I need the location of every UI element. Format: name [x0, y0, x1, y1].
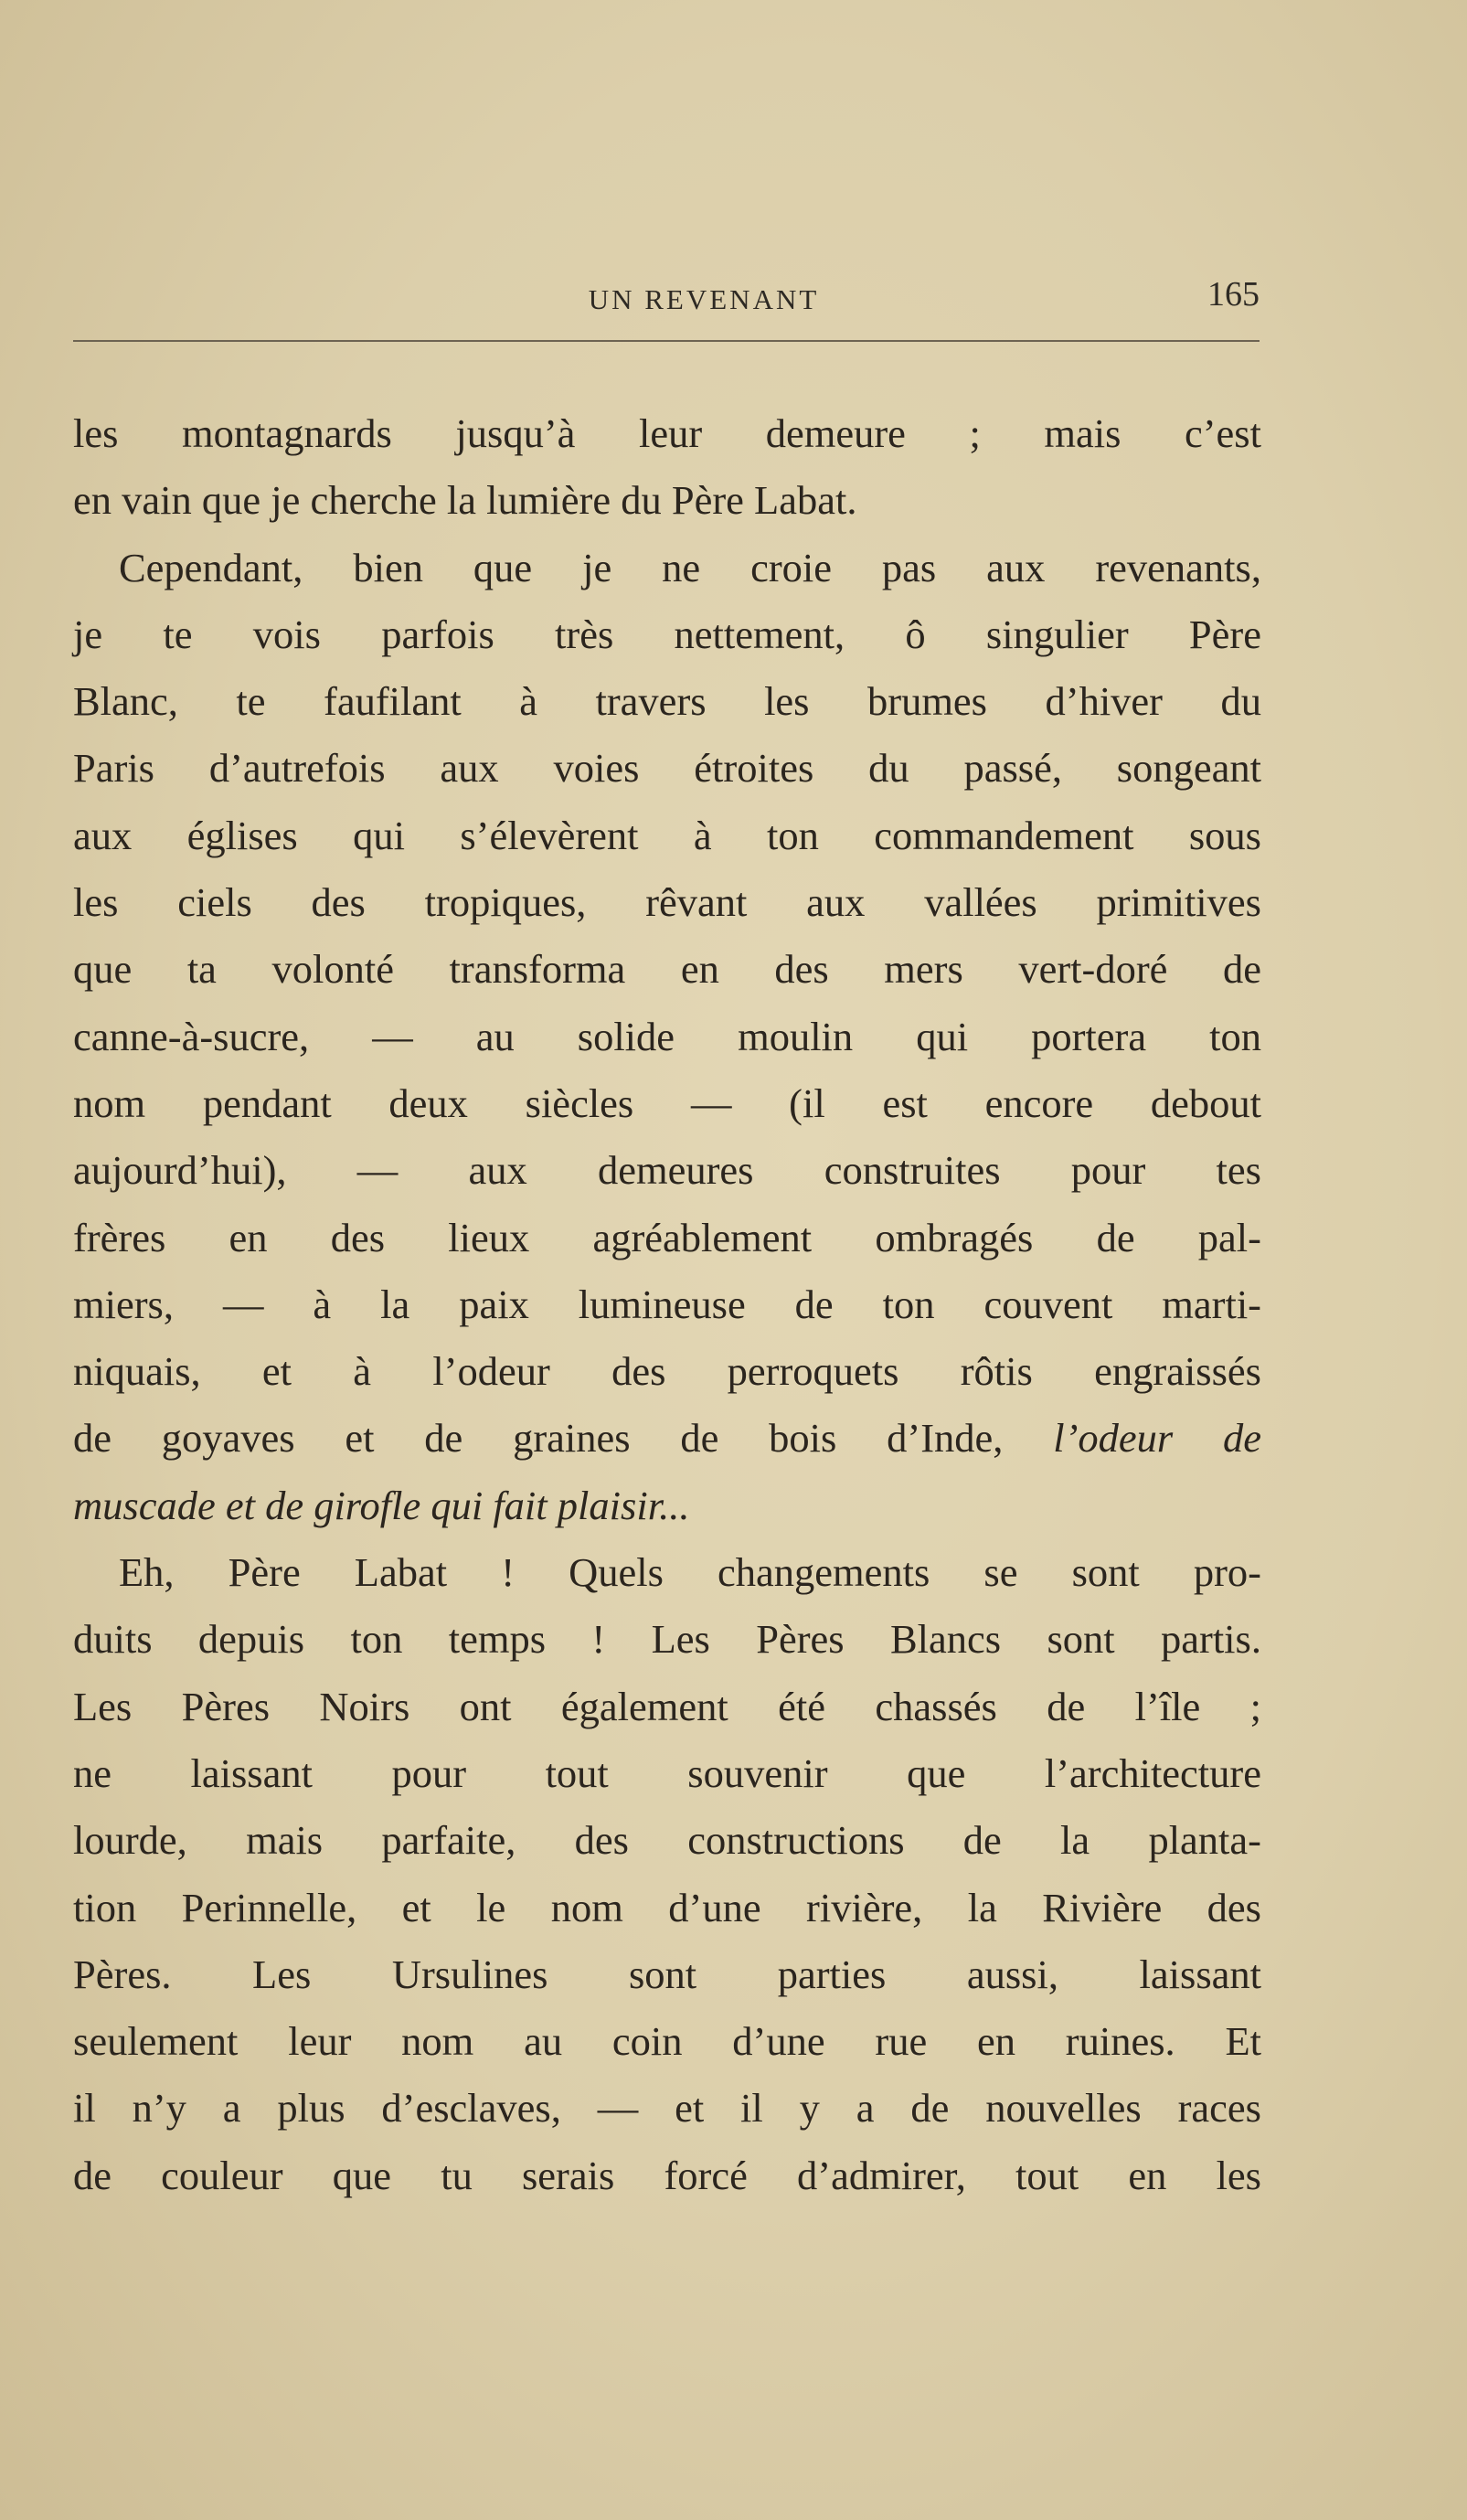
text-line: ne laissant pour tout souvenir que l’architecture: [73, 1749, 1261, 1796]
text-line: seulement leur nom au coin d’une rue en ruines. Et: [73, 2018, 1261, 2065]
text-line: aujourd’hui), — aux demeures construites pour tes: [73, 1147, 1261, 1194]
text-line: je te vois parfois très nettement, ô singulier Père: [73, 611, 1261, 657]
text-line: lourde, mais parfaite, des constructions de la planta-: [73, 1817, 1261, 1864]
text-line: Cependant, bien que je ne croie pas aux revenants,: [119, 544, 1261, 590]
text-line: miers, — à la paix lumineuse de ton couvent marti-: [73, 1281, 1261, 1327]
body-text: [73, 400, 1261, 2209]
text-line: tion Perinnelle, et le nom d’une rivière, la Rivière des: [73, 1884, 1261, 1930]
page-header: [73, 274, 1260, 320]
text-line: duits depuis ton temps ! Les Pères Blancs sont partis.: [73, 1616, 1261, 1663]
text-line: Blanc, te faufilant à travers les brumes d’hiver du: [73, 678, 1261, 725]
text-line: nom pendant deux siècles — (il est encore debout: [73, 1079, 1261, 1126]
text-line: canne-à-sucre, — au solide moulin qui portera ton: [73, 1013, 1261, 1059]
text-line: de couleur que tu serais forcé d’admirer, tout en les: [73, 2152, 1261, 2198]
text-line: niquais, et à l’odeur des perroquets rôtis engraissés: [73, 1348, 1261, 1395]
running-title: UN REVENANT: [588, 283, 820, 315]
text-line-with-italic: [73, 1405, 1261, 1472]
text-line: Eh, Père Labat ! Quels changements se sont pro-: [119, 1549, 1261, 1596]
italic-quote: l’odeur de: [1053, 1415, 1261, 1462]
text-line: il n’y a plus d’esclaves, — et il y a de nouvelles races: [73, 2085, 1261, 2132]
text-line: les ciels des tropiques, rêvant aux vallées primitives: [73, 879, 1261, 926]
text-line: Pères. Les Ursulines sont parties aussi, laissant: [73, 1951, 1261, 1997]
text-run: de goyaves et de graines de bois d’Inde,: [73, 1415, 1004, 1462]
text-line: les montagnards jusqu’à leur demeure ; mais c’est: [73, 410, 1261, 456]
italic-quote: muscade et de girofle qui fait plaisir...: [73, 1482, 690, 1528]
header-rule: [73, 340, 1260, 342]
text-line: frères en des lieux agréablement ombragés de pal-: [73, 1214, 1261, 1260]
text-line: que ta volonté transforma en des mers vert-doré de: [73, 946, 1261, 993]
text-line: en vain que je cherche la lumière du Père Labat.: [73, 477, 857, 524]
text-line: [73, 1473, 1261, 1539]
text-line: aux églises qui s’élevèrent à ton commandement sous: [73, 812, 1261, 858]
text-line: Les Pères Noirs ont également été chassés de l’île ;: [73, 1683, 1261, 1729]
text-line: Paris d’autrefois aux voies étroites du passé, songeant: [73, 745, 1261, 792]
page-number: 165: [1207, 275, 1260, 314]
